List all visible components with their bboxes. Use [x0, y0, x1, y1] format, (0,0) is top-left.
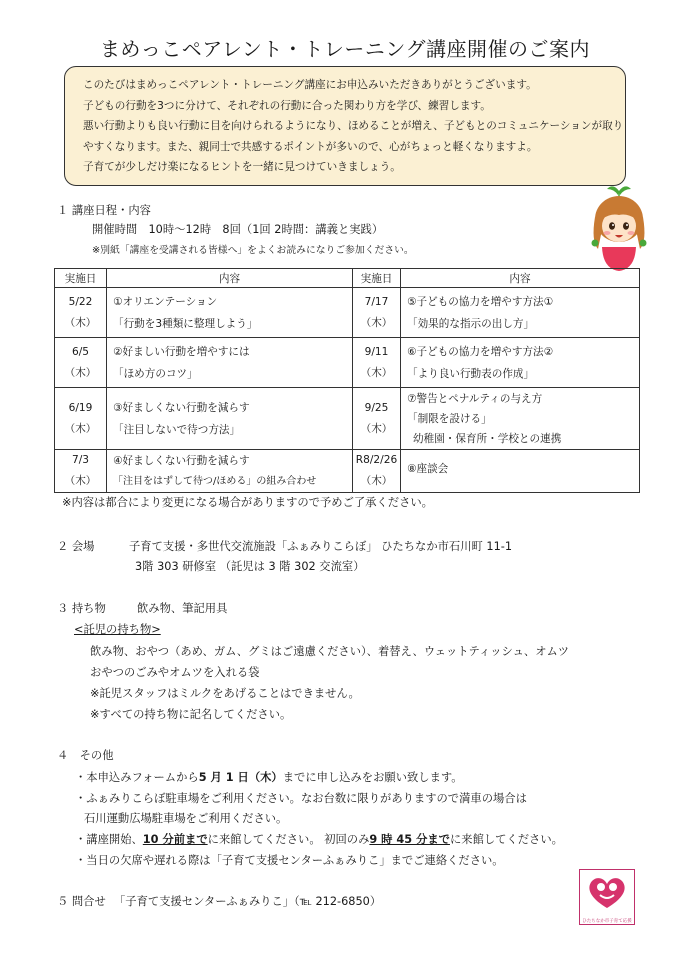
date-value: 5/22	[68, 295, 93, 308]
session-date	[353, 338, 401, 388]
venue-room: 3階 303 研修室 （託児は 3 階 302 交流室）	[135, 560, 365, 573]
childcare-items-line: おやつのごみやオムツを入れる袋	[90, 666, 260, 679]
weekday: （木）	[360, 366, 393, 379]
session-date	[353, 388, 401, 450]
weekday: （木）	[64, 475, 97, 487]
session-date	[55, 288, 107, 338]
contact-info: 「子育て支援センターふぁみりこ」（℡ 212-6850）	[114, 895, 382, 908]
intro-box	[64, 66, 626, 186]
session-date	[55, 450, 107, 493]
session-content	[107, 388, 353, 450]
section-5-heading: ５ 問合せ	[57, 895, 106, 908]
date-value: 9/25	[364, 401, 389, 414]
table-row	[55, 388, 640, 450]
date-value: 7/17	[364, 295, 389, 308]
session-title: ⑦警告とペナルティの与え方	[407, 392, 543, 405]
session-title: ⑤子どもの協力を増やす方法①	[407, 295, 554, 308]
handout-note: ※別紙「講座を受講される皆様へ」をよくお読みになりご参加ください。	[92, 245, 414, 256]
session-subtitle: 「効果的な指示の出し方」	[407, 317, 535, 330]
session-subtitle: 「注目をはずして待つ/ほめる」の組み合わせ	[113, 475, 317, 487]
session-content	[107, 288, 353, 338]
session-title: ⑧座談会	[407, 463, 449, 475]
weekday: （木）	[360, 422, 393, 435]
arrival-time: 9 時 45 分まで	[369, 833, 450, 846]
session-content	[107, 450, 353, 493]
session-date	[353, 450, 401, 493]
session-time: 開催時間 10時～12時 8回（1回 2時間：講義と実践）	[92, 223, 384, 236]
childcare-items-line: 飲み物、おやつ（あめ、ガム、グミはご遠慮ください）、着替え、ウェットティッシュ、オムツ	[90, 645, 570, 658]
date-value: R8/2/26	[355, 454, 398, 466]
logo-caption: ひたちなか市子育て応援	[582, 919, 632, 924]
weekday: （木）	[64, 316, 97, 329]
notice-line: ・ふぁみりこらぼ駐車場をご利用ください。なお台数に限りがありますので満車の場合は	[75, 792, 527, 805]
session-date	[353, 288, 401, 338]
deadline-date: 5 月 1 日（木）	[198, 771, 283, 784]
notice-text: ・講座開始、	[75, 833, 143, 846]
weekday: （木）	[64, 422, 97, 435]
notice-text: ・本申込みフォームから	[75, 771, 199, 784]
notice-text: までに申し込みをお願い致します。	[282, 771, 463, 784]
weekday: （木）	[360, 475, 393, 487]
heart-logo-icon	[580, 870, 634, 914]
notice-line	[75, 831, 563, 847]
session-subtitle: 「ほめ方のコツ」	[113, 367, 198, 380]
notice-text: に来館してください。	[449, 833, 563, 846]
session-date	[55, 338, 107, 388]
section-3-heading: ３ 持ち物	[57, 602, 106, 615]
table-row	[55, 288, 640, 338]
date-value: 6/19	[68, 401, 93, 414]
header-date: 実施日	[55, 269, 107, 288]
session-subtitle: 幼稚園・保育所・学校との連携	[413, 432, 562, 445]
intro-line: このたびはまめっこペアレント・トレーニング講座にお申込みいただきありがとうございます。	[83, 79, 537, 91]
session-date	[55, 388, 107, 450]
intro-line: やすくなります。また、親同士で共感するポイントが多いので、心がちょっと軽くなりますよ。	[83, 140, 538, 153]
notice-line: ・当日の欠席や遅れる際は「子育て支援センターふぁみりこ」までご連絡ください。	[75, 854, 504, 867]
notice-line: 石川運動広場駐車場をご利用ください。	[84, 812, 288, 825]
arrival-time: 10 分前まで	[142, 833, 208, 846]
date-value: 6/5	[71, 345, 90, 358]
childcare-items-heading: <託児の持ち物>	[74, 623, 161, 636]
header-date: 実施日	[353, 269, 401, 288]
session-title: ①オリエンテーション	[113, 295, 218, 308]
session-content	[401, 338, 640, 388]
table-footnote: ※内容は都合により変更になる場合がありますので予めご了承ください。	[62, 496, 433, 509]
table-row	[55, 338, 640, 388]
childcare-note: ※託児スタッフはミルクをあげることはできません。	[90, 687, 360, 700]
page-title: まめっこペアレント・トレーニング講座開催のご案内	[99, 37, 591, 61]
notice-text: に来館してください。 初回のみ	[207, 833, 370, 846]
table-header-row	[55, 269, 640, 288]
session-title: ④好ましくない行動を減らす	[113, 454, 250, 467]
session-subtitle: 「より良い行動表の作成」	[407, 367, 535, 380]
session-title: ③好ましくない行動を減らす	[113, 401, 250, 414]
venue-address: 子育て支援・多世代交流施設「ふぁみりこらぼ」 ひたちなか市石川町 11-1	[129, 540, 513, 553]
session-subtitle: 「行動を3種類に整理しよう」	[113, 317, 258, 330]
session-title: ②好ましい行動を増やすには	[113, 345, 250, 358]
city-logo	[579, 869, 635, 925]
girl-mascot-icon	[583, 185, 655, 273]
weekday: （木）	[64, 366, 97, 379]
section-2-heading: ２ 会場	[57, 540, 95, 553]
session-subtitle: 「制限を設ける」	[407, 412, 492, 425]
date-value: 7/3	[71, 454, 90, 466]
session-title: ⑥子どもの協力を増やす方法②	[407, 345, 554, 358]
session-content	[107, 338, 353, 388]
weekday: （木）	[360, 316, 393, 329]
header-content: 内容	[107, 269, 353, 288]
table-row	[55, 450, 640, 493]
intro-line: 悪い行動よりも良い行動に目を向けられるようになり、ほめることが増え、子どもとのコミュニケーションが取り	[83, 120, 624, 133]
schedule-table	[54, 268, 640, 493]
session-content	[401, 288, 640, 338]
date-value: 9/11	[364, 345, 389, 358]
section-1-heading: １ 講座日程・内容	[57, 204, 151, 217]
header-content: 内容	[401, 269, 640, 288]
session-subtitle: 「注目しないで待つ方法」	[113, 423, 241, 436]
session-content	[401, 450, 640, 493]
items-to-bring: 飲み物、筆記用具	[137, 602, 228, 615]
intro-line: 子育てが少しだけ楽になるヒントを一緒に見つけていきましょう。	[83, 161, 401, 174]
notice-line	[75, 769, 463, 785]
section-4-heading: ４ その他	[57, 749, 114, 762]
childcare-note: ※すべての持ち物に記名してください。	[90, 708, 292, 721]
intro-line: 子どもの行動を3つに分けて、それぞれの行動に合った関わり方を学び、練習します。	[83, 99, 491, 112]
session-content	[401, 388, 640, 450]
